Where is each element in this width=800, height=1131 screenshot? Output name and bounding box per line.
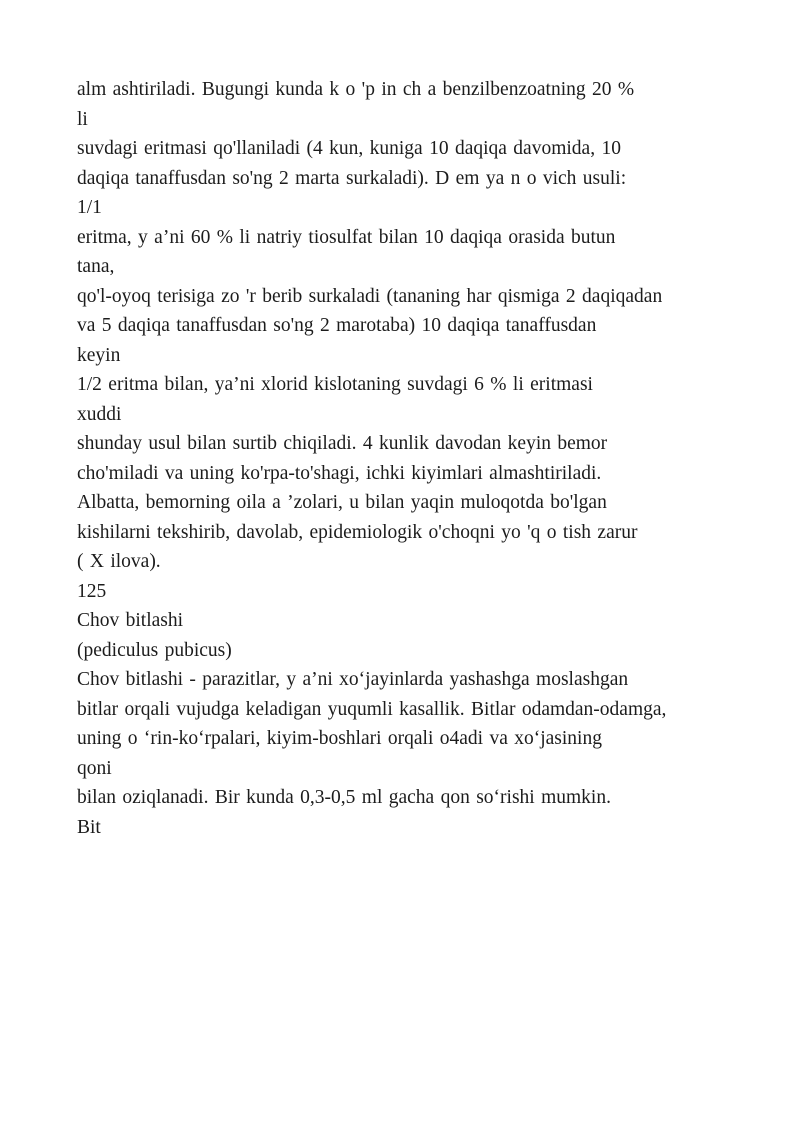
text-line: va 5 daqiqa tanaffusdan so'ng 2 marotaba) 10 daqiqa tanaffusdan [77, 315, 597, 336]
text-line: eritma, y a’ni 60 % li natriy tiosulfat bilan 10 daqiqa orasida butun [77, 226, 616, 248]
text-line: li [77, 108, 88, 130]
text-line: Chov bitlashi - parazitlar, y a’ni xo‘jayinlarda yashashga moslashgan [77, 669, 629, 690]
text-line: alm ashtiriladi. Bugungi kunda k o 'p in ch a benzilbenzoatning 20 % [77, 79, 635, 100]
text-line: Chov bitlashi [77, 610, 184, 631]
text-line: bilan oziqlanadi. Bir kunda 0,3-0,5 ml gacha qon so‘rishi mumkin. [77, 787, 611, 808]
text-line: xuddi [77, 403, 122, 425]
text-line: daqiqa tanaffusdan so'ng 2 marta surkaladi). D em ya n o vich usuli: [77, 167, 627, 189]
text-line: cho'miladi va uning ko'rpa-to'shagi, ichki kiyimlari almashtiriladi. [77, 462, 602, 484]
text-line: qo'l-oyoq terisiga zo 'r berib surkaladi (tananing har qismiga 2 daqiqadan [77, 285, 663, 307]
text-line: Albatta, bemorning oila a ’zolari, u bilan yaqin muloqotda bo'lgan [77, 492, 607, 513]
text-line: uning o ‘rin-ko‘rpalari, kiyim-boshlari orqali o4adi va xo‘jasining [77, 728, 602, 749]
text-line: keyin [77, 344, 121, 366]
text-line: qoni [77, 757, 112, 779]
text-line: kishilarni tekshirib, davolab, epidemiologik o'choqni yo 'q o tish zarur [77, 521, 638, 543]
text-line: bitlar orqali vujudga keladigan yuqumli kasallik. Bitlar odamdan-odamga, [77, 698, 667, 720]
text-line: 1/1 [77, 197, 102, 218]
text-line: tana, [77, 256, 115, 277]
text-line: 125 [77, 580, 107, 602]
document-body [77, 75, 727, 842]
text-line: 1/2 eritma bilan, ya’ni xlorid kislotaning suvdagi 6 % li eritmasi [77, 374, 593, 395]
text-line: (pediculus pubicus) [77, 639, 232, 661]
text-line: suvdagi eritmasi qo'llaniladi (4 kun, kuniga 10 daqiqa davomida, 10 [77, 138, 621, 159]
text-line: ( X ilova). [77, 551, 161, 572]
text-line: Bit [77, 816, 101, 838]
text-line: shunday usul bilan surtib chiqiladi. 4 kunlik davodan keyin bemor [77, 433, 608, 454]
